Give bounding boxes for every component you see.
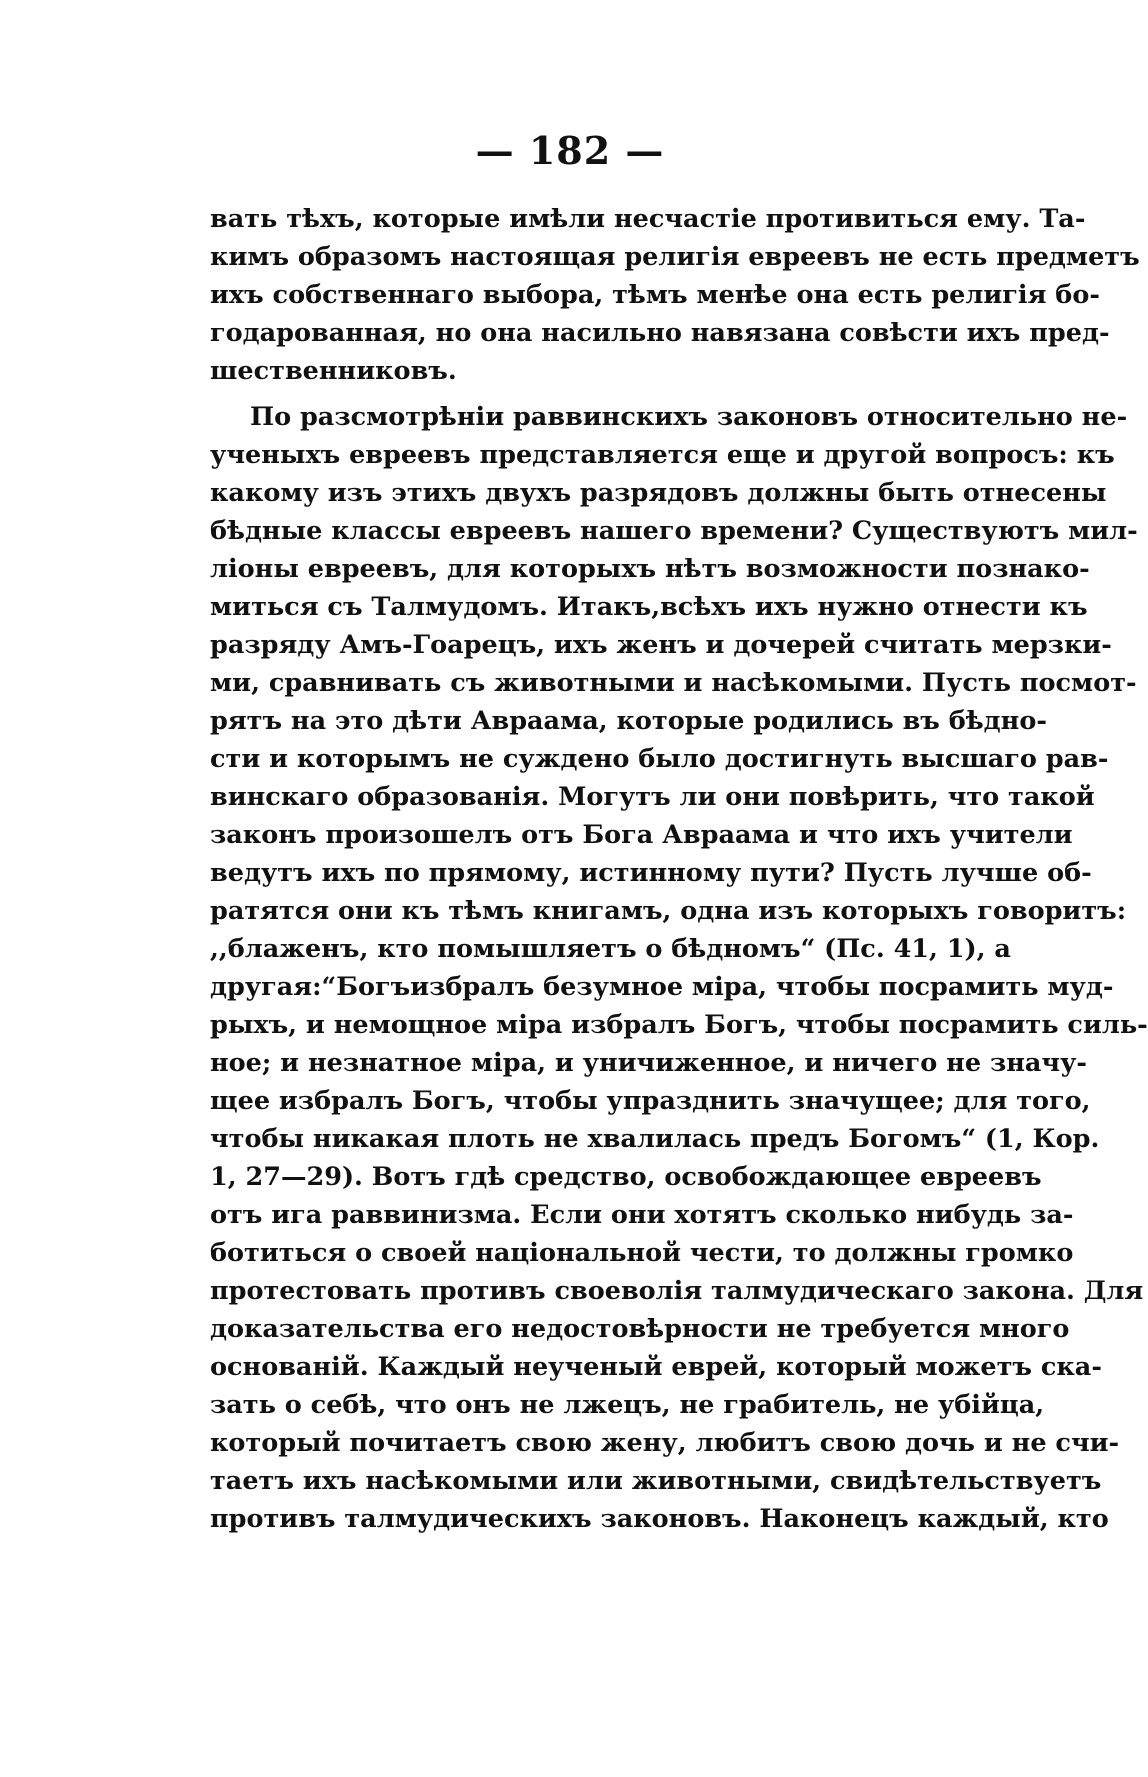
text-line: разряду Амъ-Гоарецъ, ихъ женъ и дочерей считать мерзки- [210, 630, 1112, 660]
text-line: ведутъ ихъ по прямому, истинному пути? Пусть лучше об- [210, 858, 1092, 888]
text-line: миться съ Талмудомъ. Итакъ,всѣхъ ихъ нужно отнести къ [210, 592, 1088, 622]
text-line: отъ ига раввинизма. Если они хотятъ сколько нибудь за- [210, 1200, 1074, 1230]
text-line: ихъ собственнаго выбора, тѣмъ менѣе она есть религія бо- [210, 280, 1100, 310]
text-line: ратятся они къ тѣмъ книгамъ, одна изъ которыхъ говоритъ: [210, 896, 1127, 926]
paragraph-gap [210, 390, 937, 398]
text-line: ученыхъ евреевъ представляется еще и другой вопросъ: къ [210, 440, 1115, 470]
paragraph-2 [210, 398, 1148, 1538]
text-line: годарованная, но она насильно навязана совѣсти ихъ пред- [210, 318, 1110, 348]
text-line: ное; и незнатное міра, и уничиженное, и ничего не значу- [210, 1048, 1087, 1078]
text-line: который почитаетъ свою жену, любитъ свою дочь и не счи- [210, 1428, 1120, 1458]
text-line: зать о себѣ, что онъ не лжецъ, не грабитель, не убійца, [210, 1390, 1045, 1420]
text-line: бѣдные классы евреевъ нашего времени? Существуютъ мил- [210, 516, 1138, 546]
text-line: чтобы никакая плоть не хвалилась предъ Богомъ“ (1, Кор. [210, 1124, 1100, 1154]
text-line: рятъ на это дѣти Авраама, которые родились въ бѣдно- [210, 706, 1047, 736]
text-line: протестовать противъ своеволія талмудическаго закона. Для [210, 1276, 1144, 1306]
text-line: рыхъ, и немощное міра избралъ Богъ, чтобы посрамить силь- [210, 1010, 1148, 1040]
text-line: сти и которымъ не суждено было достигнуть высшаго рав- [210, 744, 1109, 774]
text-line: щее избралъ Богъ, чтобы упразднить значущее; для того, [210, 1086, 1091, 1116]
text-line: законъ произошелъ отъ Бога Авраама и что ихъ учители [210, 820, 1073, 850]
text-line: ліоны евреевъ, для которыхъ нѣтъ возможности познако- [210, 554, 1090, 584]
text-line: винскаго образованія. Могутъ ли они повѣрить, что такой [210, 782, 1095, 812]
text-line: 1, 27—29). Вотъ гдѣ средство, освобождающее евреевъ [210, 1162, 1042, 1192]
text-line: доказательства его недостовѣрности не требуется много [210, 1314, 1070, 1344]
text-line: ботиться о своей національной чести, то должны громко [210, 1238, 1074, 1268]
text-line: ми, сравнивать съ животными и насѣкомыми. Пусть посмот- [210, 668, 1137, 698]
body-text [210, 200, 1148, 1538]
text-line: основаній. Каждый неученый еврей, который можетъ ска- [210, 1352, 1102, 1382]
text-line: какому изъ этихъ двухъ разрядовъ должны быть отнесены [210, 478, 1107, 508]
text-line: противъ талмудическихъ законовъ. Наконецъ каждый, кто [210, 1504, 1109, 1534]
text-line: кимъ образомъ настоящая религія евреевъ не есть предметъ [210, 242, 1140, 272]
page-number: — 182 — [475, 128, 665, 173]
text-line: ,,блаженъ, кто помышляетъ о бѣдномъ“ (Пс. 41, 1), а [210, 934, 1011, 964]
paragraph-1 [210, 200, 1140, 390]
text-line: По разсмотрѣніи раввинскихъ законовъ относительно не- [250, 402, 1128, 432]
text-line: шественниковъ. [210, 356, 457, 386]
text-line: другая:“Богъизбралъ безумное міра, чтобы посрамить муд- [210, 972, 1114, 1002]
text-line: вать тѣхъ, которые имѣли несчастіе противиться ему. Та- [210, 204, 1086, 234]
text-line: таетъ ихъ насѣкомыми или животными, свидѣтельствуетъ [210, 1466, 1102, 1496]
